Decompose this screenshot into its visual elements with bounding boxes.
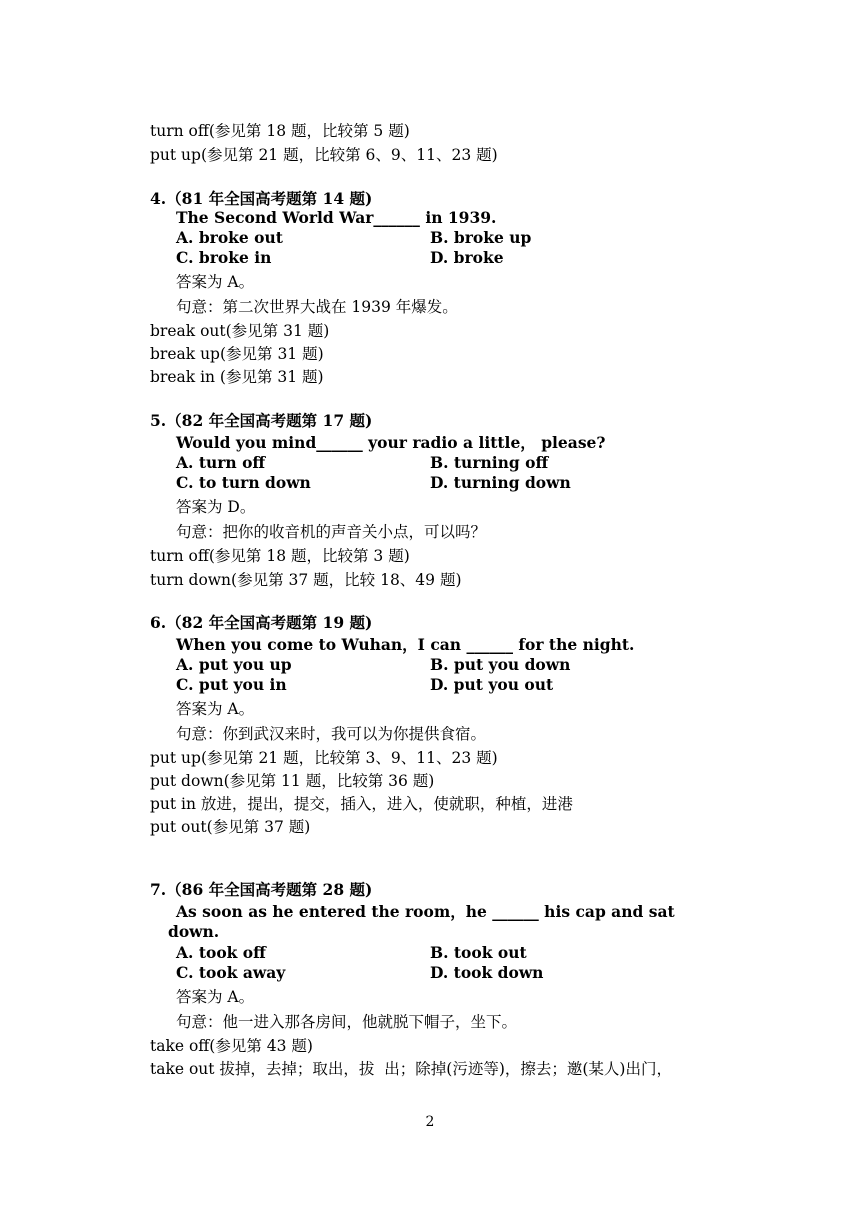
option-b: B. broke up <box>430 228 532 247</box>
option-a: A. broke out <box>176 228 283 247</box>
option-a: A. put you up <box>176 655 292 674</box>
option-a: A. turn off <box>176 453 266 472</box>
note-line: take off(参见第 43 题) <box>150 1037 313 1055</box>
question-heading: 4.（81 年全国高考题第 14 题) <box>150 189 373 208</box>
question-stem: As soon as he entered the room，he ______ his cap and sat <box>176 902 675 921</box>
intro-line: put up(参见第 21 题，比较第 6、9、11、23 题) <box>150 146 498 164</box>
answer: 答案为 D。 <box>176 498 256 516</box>
question-heading: 7.（86 年全国高考题第 28 题) <box>150 880 373 899</box>
note-line: break up(参见第 31 题) <box>150 345 324 363</box>
page-number: 2 <box>425 1114 435 1130</box>
meaning: 句意：把你的收音机的声音关小点，可以吗？ <box>176 523 487 541</box>
meaning: 句意：你到武汉来时，我可以为你提供食宿。 <box>176 725 487 743</box>
note-line: put down(参见第 11 题，比较第 36 题) <box>150 772 435 790</box>
note-line: turn off(参见第 18 题，比较第 3 题) <box>150 547 410 565</box>
intro-line: turn off(参见第 18 题，比较第 5 题) <box>150 122 410 140</box>
option-d: D. took down <box>430 963 544 982</box>
note-line: take out 拔掉，去掉；取出，拔 出；除掉(污迹等)，擦去；邀(某人)出门， <box>150 1060 672 1078</box>
answer: 答案为 A。 <box>176 273 255 291</box>
question-stem-continued: down. <box>168 922 220 941</box>
option-b: B. put you down <box>430 655 571 674</box>
option-c: C. broke in <box>176 248 272 267</box>
option-a: A. took off <box>176 943 266 962</box>
note-line: turn down(参见第 37 题，比较 18、49 题) <box>150 571 462 589</box>
option-d: D. turning down <box>430 473 571 492</box>
option-d: D. broke <box>430 248 504 267</box>
option-c: C. to turn down <box>176 473 311 492</box>
meaning: 句意：他一进入那各房间，他就脱下帽子，坐下。 <box>176 1013 518 1031</box>
question-stem: Would you mind______ your radio a little， please? <box>176 433 606 452</box>
option-b: B. took out <box>430 943 527 962</box>
note-line: break in (参见第 31 题) <box>150 368 324 386</box>
question-stem: The Second World War______ in 1939. <box>176 208 497 227</box>
meaning: 句意：第二次世界大战在 1939 年爆发。 <box>176 298 458 316</box>
option-b: B. turning off <box>430 453 549 472</box>
option-c: C. took away <box>176 963 286 982</box>
note-line: put up(参见第 21 题，比较第 3、9、11、23 题) <box>150 749 498 767</box>
note-line: break out(参见第 31 题) <box>150 322 330 340</box>
question-heading: 5.（82 年全国高考题第 17 题) <box>150 411 373 430</box>
option-d: D. put you out <box>430 675 554 694</box>
note-line: put out(参见第 37 题) <box>150 818 311 836</box>
option-c: C. put you in <box>176 675 287 694</box>
question-heading: 6.（82 年全国高考题第 19 题) <box>150 613 373 632</box>
note-line: put in 放进，提出，提交，插入，进入，使就职，种植，进港 <box>150 795 573 813</box>
question-stem: When you come to Wuhan，I can ______ for the night. <box>176 635 635 654</box>
answer: 答案为 A。 <box>176 700 255 718</box>
answer: 答案为 A。 <box>176 988 255 1006</box>
